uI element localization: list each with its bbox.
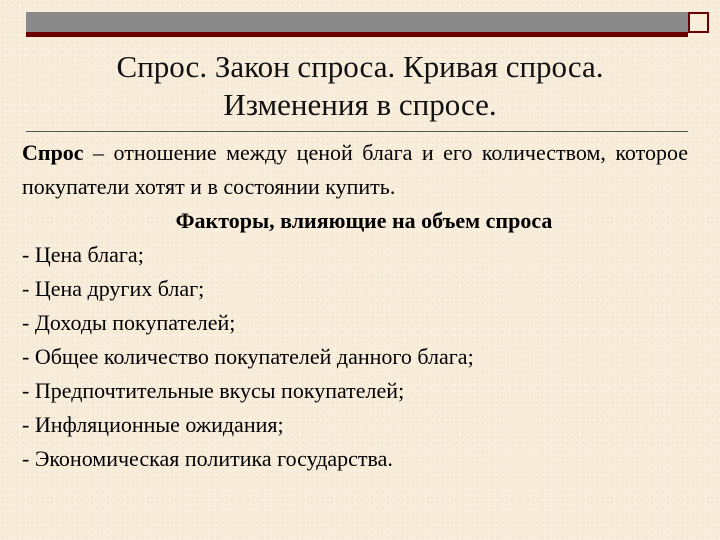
factors-list — [22, 238, 688, 476]
factors-heading: Факторы, влияющие на объем спроса — [175, 208, 553, 233]
top-decoration-bar — [26, 12, 688, 32]
factor-item: - Доходы покупателей; — [22, 310, 236, 335]
factor-item: - Цена блага; — [22, 242, 144, 267]
slide-title-line-1: Спрос. Закон спроса. Кривая спроса. — [116, 49, 604, 84]
definition-text: – отношение между ценой блага и его количеством, которое покупатели хотят и в состоянии купить. — [22, 140, 688, 199]
top-accent-line — [26, 32, 688, 37]
title-divider — [26, 131, 688, 132]
factor-item: - Экономическая политика государства. — [22, 446, 393, 471]
slide-title — [0, 48, 720, 124]
factor-item: - Общее количество покупателей данного блага; — [22, 344, 474, 369]
factor-item: - Предпочтительные вкусы покупателей; — [22, 378, 405, 403]
slide-title-line-2: Изменения в спросе. — [223, 87, 497, 122]
slide-content — [22, 136, 688, 476]
factor-item: - Цена других благ; — [22, 276, 205, 301]
factor-item: - Инфляционные ожидания; — [22, 412, 284, 437]
corner-square-decoration — [688, 12, 709, 33]
definition-term: Спрос — [22, 140, 84, 165]
demand-definition — [22, 136, 688, 204]
